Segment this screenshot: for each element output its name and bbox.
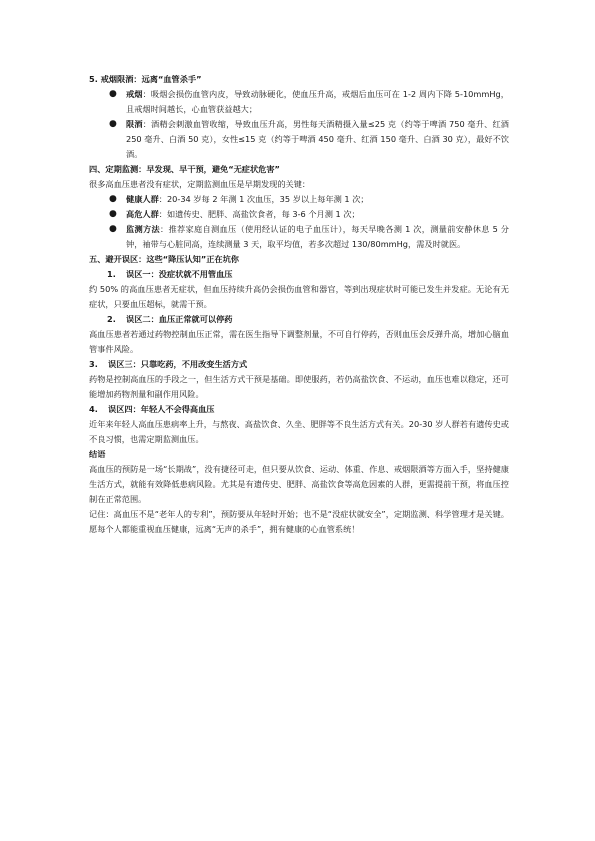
bullet-icon: ● xyxy=(109,89,117,99)
bullet-icon: ● xyxy=(109,119,117,129)
bullet-list-smoking-drinking xyxy=(89,87,509,162)
list-item: ● 限酒：酒精会刺激血管收缩，导致血压升高，男性每天酒精摄入量≤25 克（约等于啤酒 750 毫升、红酒 250 毫升、白酒 50 克），女性≤15 克（约等于啤酒 450 毫升、红酒 150 毫升、白酒 30 克），最好不饮酒。 xyxy=(109,119,509,159)
section-heading-misconceptions: 五、避开误区：这些“降压认知”正在坑你 xyxy=(89,254,239,264)
misconception-text-2: 高血压患者若通过药物控制血压正常，需在医生指导下调整剂量，不可自行停药，否则血压会反弹升高，增加心脑血管事件风险。 xyxy=(89,329,509,354)
misconception-text-4: 近年来年轻人高血压患病率上升，与熬夜、高盐饮食、久坐、肥胖等不良生活方式有关。20-30 岁人群若有遗传史或不良习惯，也需定期监测血压。 xyxy=(89,419,509,444)
section-heading-monitoring: 四、定期监测：早发现、早干预，避免“无症状危害” xyxy=(89,164,280,174)
misconception-text-1: 约 50% 的高血压患者无症状，但血压持续升高仍会损伤血管和器官，等到出现症状时可能已发生并发症。无论有无症状，只要血压超标，就需干预。 xyxy=(89,284,509,309)
document-body xyxy=(89,72,509,537)
conclusion-paragraph-2: 记住：高血压不是“老年人的专利”，预防要从年轻时开始；也不是“没症状就安全”，定期监测、科学管理才是关键。愿每个人都能重视血压健康，远离“无声的杀手”，拥有健康的心血管系统！ xyxy=(89,509,509,534)
misconception-heading-4: 4. 误区四：年轻人不会得高血压 xyxy=(89,404,215,414)
list-item: ● 高危人群：如遗传史、肥胖、高盐饮食者，每 3-6 个月测 1 次； xyxy=(89,207,509,222)
bullet-list-monitoring xyxy=(89,192,509,252)
misconception-heading-3: 3. 误区三：只靠吃药，不用改变生活方式 xyxy=(89,359,248,369)
misconception-text-3: 药物是控制高血压的手段之一，但生活方式干预是基础。即使服药，若仍高盐饮食、不运动，血压也难以稳定，还可能增加药物剂量和副作用风险。 xyxy=(89,374,509,399)
misconception-heading-2: 2. 误区二：血压正常就可以停药 xyxy=(107,314,233,324)
misconception-heading-1: 1. 误区一：没症状就不用管血压 xyxy=(107,269,233,279)
conclusion-heading: 结语 xyxy=(89,449,106,459)
list-item: ● 健康人群：20-34 岁每 2 年测 1 次血压，35 岁以上每年测 1 次； xyxy=(89,192,509,207)
bullet-icon: ● xyxy=(109,224,117,234)
bullet-icon: ● xyxy=(109,209,117,219)
list-item: ● 监测方法：推荐家庭自测血压（使用经认证的电子血压计），每天早晚各测 1 次，测量前安静休息 5 分钟，袖带与心脏同高，连续测量 3 天，取平均值，若多次超过 130/80mmHg，需及时就医。 xyxy=(109,224,509,249)
section-heading-quit-smoking: 5. 戒烟限酒：远离“血管杀手” xyxy=(89,74,202,84)
monitoring-intro: 很多高血压患者没有症状，定期监测血压是早期发现的关键： xyxy=(89,179,311,189)
list-item: ● 戒烟：吸烟会损伤血管内皮，导致动脉硬化，使血压升高，戒烟后血压可在 1-2 周内下降 5-10mmHg，且戒烟时间越长，心血管获益越大； xyxy=(109,89,509,114)
bullet-icon: ● xyxy=(109,194,117,204)
conclusion-paragraph-1: 高血压的预防是一场“长期战”，没有捷径可走，但只要从饮食、运动、体重、作息、戒烟限酒等方面入手，坚持健康生活方式，就能有效降低患病风险。尤其是有遗传史、肥胖、高盐饮食等高危因素的人群，更需提前干预，将血压控制在正常范围。 xyxy=(89,464,509,504)
